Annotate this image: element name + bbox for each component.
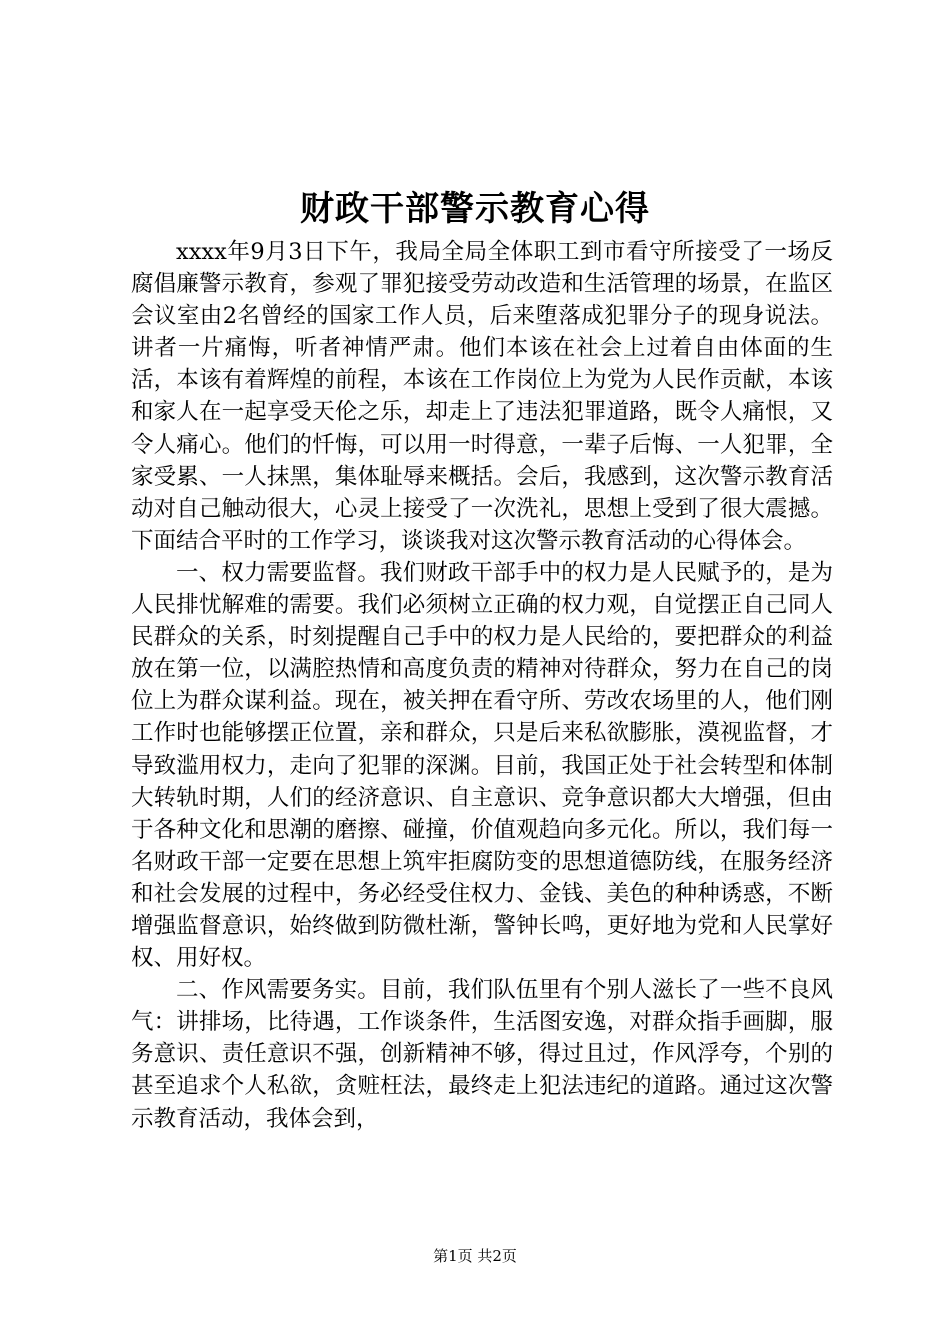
document-body xyxy=(131,236,833,1135)
paragraph-intro: xxxx年9月3日下午，我局全局全体职工到市看守所接受了一场反腐倡廉警示教育，参观了罪犯接受劳动改造和生活管理的场景，在监区会议室由2名曾经的国家工作人员，后来堕落成犯罪分子的现身说法。讲者一片痛悔，听者神情严肃。他们本该在社会上过着自由体面的生活，本该有着辉煌的前程，本该在工作岗位上为党为人民作贡献，本该和家人在一起享受天伦之乐，却走上了违法犯罪道路，既令人痛恨，又令人痛心。他们的忏悔，可以用一时得意，一辈子后悔、一人犯罪，全家受累、一人抹黑，集体耻辱来概括。会后，我感到，这次警示教育活动对自己触动很大，心灵上接受了一次洗礼，思想上受到了很大震撼。下面结合平时的工作学习，谈谈我对这次警示教育活动的心得体会。 xyxy=(131,239,833,554)
paragraph-work-style: 二、作风需要务实。目前，我们队伍里有个别人滋长了一些不良风气：讲排场，比待遇，工作谈条件，生活图安逸，对群众指手画脚，服务意识、责任意识不强，创新精神不够，得过且过，作风浮夸，个别的甚至追求个人私欲，贪赃枉法，最终走上犯法违纪的道路。通过这次警示教育活动，我体会到， xyxy=(131,977,833,1132)
paragraph-power-supervision: 一、权力需要监督。我们财政干部手中的权力是人民赋予的，是为人民排忧解难的需要。我们必须树立正确的权力观，自觉摆正自己同人民群众的关系，时刻提醒自己手中的权力是人民给的，要把群众的利益放在第一位，以满腔热情和高度负责的精神对待群众，努力在自己的岗位上为群众谋利益。现在，被关押在看守所、劳改农场里的人，他们刚工作时也能够摆正位置，亲和群众，只是后来私欲膨胀，漠视监督，才导致滥用权力，走向了犯罪的深渊。目前，我国正处于社会转型和体制大转轨时期，人们的经济意识、自主意识、竞争意识都大大增强，但由于各种文化和思潮的磨擦、碰撞，价值观趋向多元化。所以，我们每一名财政干部一定要在思想上筑牢拒腐防变的思想道德防线，在服务经济和社会发展的过程中，务必经受住权力、金钱、美色的种种诱惑，不断增强监督意识，始终做到防微杜渐，警钟长鸣，更好地为党和人民掌好权、用好权。 xyxy=(131,559,833,972)
document-title: 财政干部警示教育心得 xyxy=(300,189,650,229)
page-footer: 第1页 共2页 xyxy=(433,1247,517,1265)
